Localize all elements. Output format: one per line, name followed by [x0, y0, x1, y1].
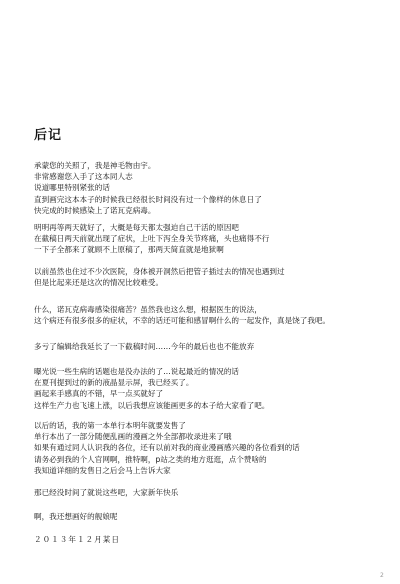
text-line: 承蒙您的关照了，我是神毛物由宇。 [34, 161, 156, 170]
paragraph-new-year [34, 487, 374, 498]
page-title: 后记 [34, 128, 63, 143]
text-line: 曝光说一些生病的话题也是没办法的了…说起最近的情况的话 [34, 367, 240, 376]
text-line: 直到画完这本本子的时候我已经很长时间没有过一个像样的休息日了 [34, 194, 262, 204]
text-line: 以后的话，我的第一本单行本明年就要发售了 [34, 421, 186, 430]
text-line: 多亏了编辑给我延长了一下截稿时间……今年的最后也也不能放弃 [34, 342, 255, 351]
text-line: 这样生产力也飞速上涨，以后我想应该能画更多的本子给大家看了吧。 [34, 400, 270, 410]
paragraph-book-release [34, 420, 374, 476]
text-line: 但是比起来还是这次的情况比较难受。 [34, 278, 164, 288]
text-line: 如果有通过同人认识我的各位，还有以前对我的商业漫画感兴趣的各位看到的话 [34, 443, 300, 453]
paragraph-illness [34, 222, 374, 256]
text-line: 明明再等两天就好了，大概是每天都太强迫自己干活的原因吧 [34, 223, 240, 232]
page-number: 2 [380, 572, 384, 579]
text-line: 以前虽然也住过不少次医院，身体被开洞然后把管子插过去的情况也遇到过 [34, 267, 285, 276]
paragraph-hospital [34, 266, 374, 288]
text-line: 一下子全都来了就顾不上原稿了，那两天简直就是地狱啊 [34, 245, 224, 255]
text-line: 请务必到我的个人官网啊，推特啊，p站之类的地方逛逛，点个赞啥的 [34, 454, 267, 464]
text-line: 这个病还有很多很多的症状，不幸的话还可能和感冒啊什么的一起发作，真是饶了我吧。 [34, 316, 331, 326]
paragraph-greeting [34, 160, 374, 216]
text-line: 画起来手感真的不错，早一点买就好了 [34, 389, 164, 399]
text-line: 说道哪里特别紧张的话 [34, 183, 110, 193]
paragraph-closing [34, 511, 374, 522]
text-line: 什么，诺瓦克病毒感染很痛苦？虽然我也这么想，根据医生的说法， [34, 305, 262, 314]
text-line: 单行本出了一部分随便乱画的漫画之外全部都收录进来了哦 [34, 432, 232, 442]
paragraph-doctor [34, 304, 374, 326]
text-line: 在夏刊提到过的新的液晶显示屏，我已经买了。 [34, 378, 194, 388]
date-signature: ２０１３年１２月某日 [34, 535, 120, 544]
text-line: 在截稿日两天前就出现了症状，上吐下泻全身关节疼痛，头也痛得不行 [34, 234, 270, 244]
paragraph-recent [34, 366, 374, 411]
text-line: 非常感谢您入手了这本同人志 [34, 172, 133, 182]
paragraph-editor [34, 341, 374, 352]
text-line: 啊，我还想画好的舰娘呢 [34, 512, 118, 521]
text-line: 那已经没时间了就说这些吧，大家新年快乐 [34, 488, 179, 497]
text-line: 我知道详细的发售日之后会马上告诉大家 [34, 465, 171, 475]
text-line: 快完成的时候感染上了诺瓦克病毒。 [34, 205, 156, 215]
